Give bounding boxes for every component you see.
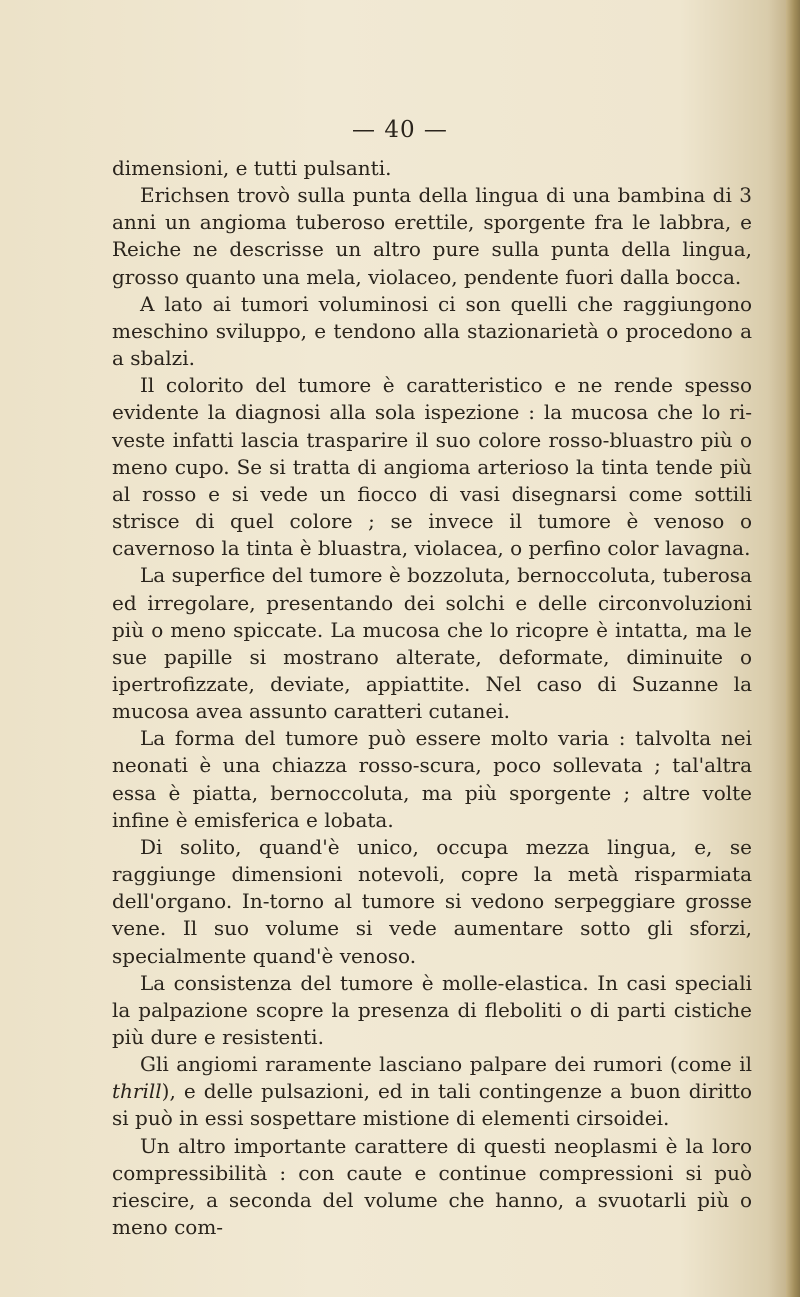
- paragraph: dimensioni, e tutti pulsanti.: [112, 156, 392, 180]
- paragraph-text: ), e delle pulsazioni, ed in tali contingenze a buon diritto si può in essi sospettare mistione di elementi cirsoidei.: [112, 1079, 752, 1131]
- paragraph: La superfice del tumore è bozzoluta, bernoccoluta, tuberosa ed irregolare, presentando dei solchi e delle circonvoluzioni più o meno spiccate. La mucosa che lo ricopre è intatta, ma le sue papille si mostrano alterate, deformate, diminuite o ipertrofizzate, deviate, appiattite. Nel caso di Suzanne la mucosa avea assunto caratteri cutanei.: [112, 563, 752, 724]
- paragraph-text: Gli angiomi raramente lasciano palpare dei rumori (come il: [140, 1052, 752, 1077]
- page-number: — 40 —: [352, 117, 448, 143]
- italic-term: thrill: [112, 1079, 162, 1104]
- paragraph: Erichsen trovò sulla punta della lingua di una bambina di 3 anni un angioma tuberoso erettile, sporgente fra le labbra, e Reiche ne descrisse un altro pure sulla punta della lingua, grosso quanto una mela, violaceo, pendente fuori dalla bocca.: [112, 183, 752, 289]
- paragraph: [112, 1051, 752, 1132]
- paragraph: Un altro importante carattere di questi neoplasmi è la loro compressibilità : con caute e continue compressioni si può riescire, a seconda del volume che hanno, a svuotarli più o meno com-: [112, 1133, 752, 1240]
- body-text: [112, 155, 752, 1241]
- page-edge: [786, 0, 800, 1297]
- paragraph: Il colorito del tumore è caratteristico e ne rende spesso evidente la diagnosi alla sola ispezione : la mucosa che lo ri-veste infatti lascia trasparire il suo colore rosso-bluastro più o meno cupo. Se si tratta di angioma arterioso la tinta tende più al rosso e si vede un fiocco di vasi disegnarsi come sottili strisce di quel colore ; se invece il tumore è venoso o cavernoso la tinta è bluastra, violacea, o perfino color lavagna.: [112, 373, 752, 561]
- paragraph: La consistenza del tumore è molle-elastica. In casi speciali la palpazione scopre la presenza di fleboliti o di parti cistiche più dure e resistenti.: [112, 970, 752, 1049]
- paragraph: Di solito, quand'è unico, occupa mezza lingua, e, se raggiunge dimensioni notevoli, copre la metà risparmiata dell'organo. In-torno al tumore si vedono serpeggiare grosse vene. Il suo volume si vede aumentare sotto gli sforzi, specialmente quand'è venoso.: [112, 834, 752, 968]
- paragraph: A lato ai tumori voluminosi ci son quelli che raggiungono meschino sviluppo, e tendono alla stazionarietà o procedono a a sbalzi.: [112, 291, 752, 371]
- paragraph: La forma del tumore può essere molto varia : talvolta nei neonati è una chiazza rosso-scura, poco sollevata ; tal'altra essa è piatta, bernoccoluta, ma più sporgente ; altre volte infine è emisferica e lobata.: [112, 726, 752, 832]
